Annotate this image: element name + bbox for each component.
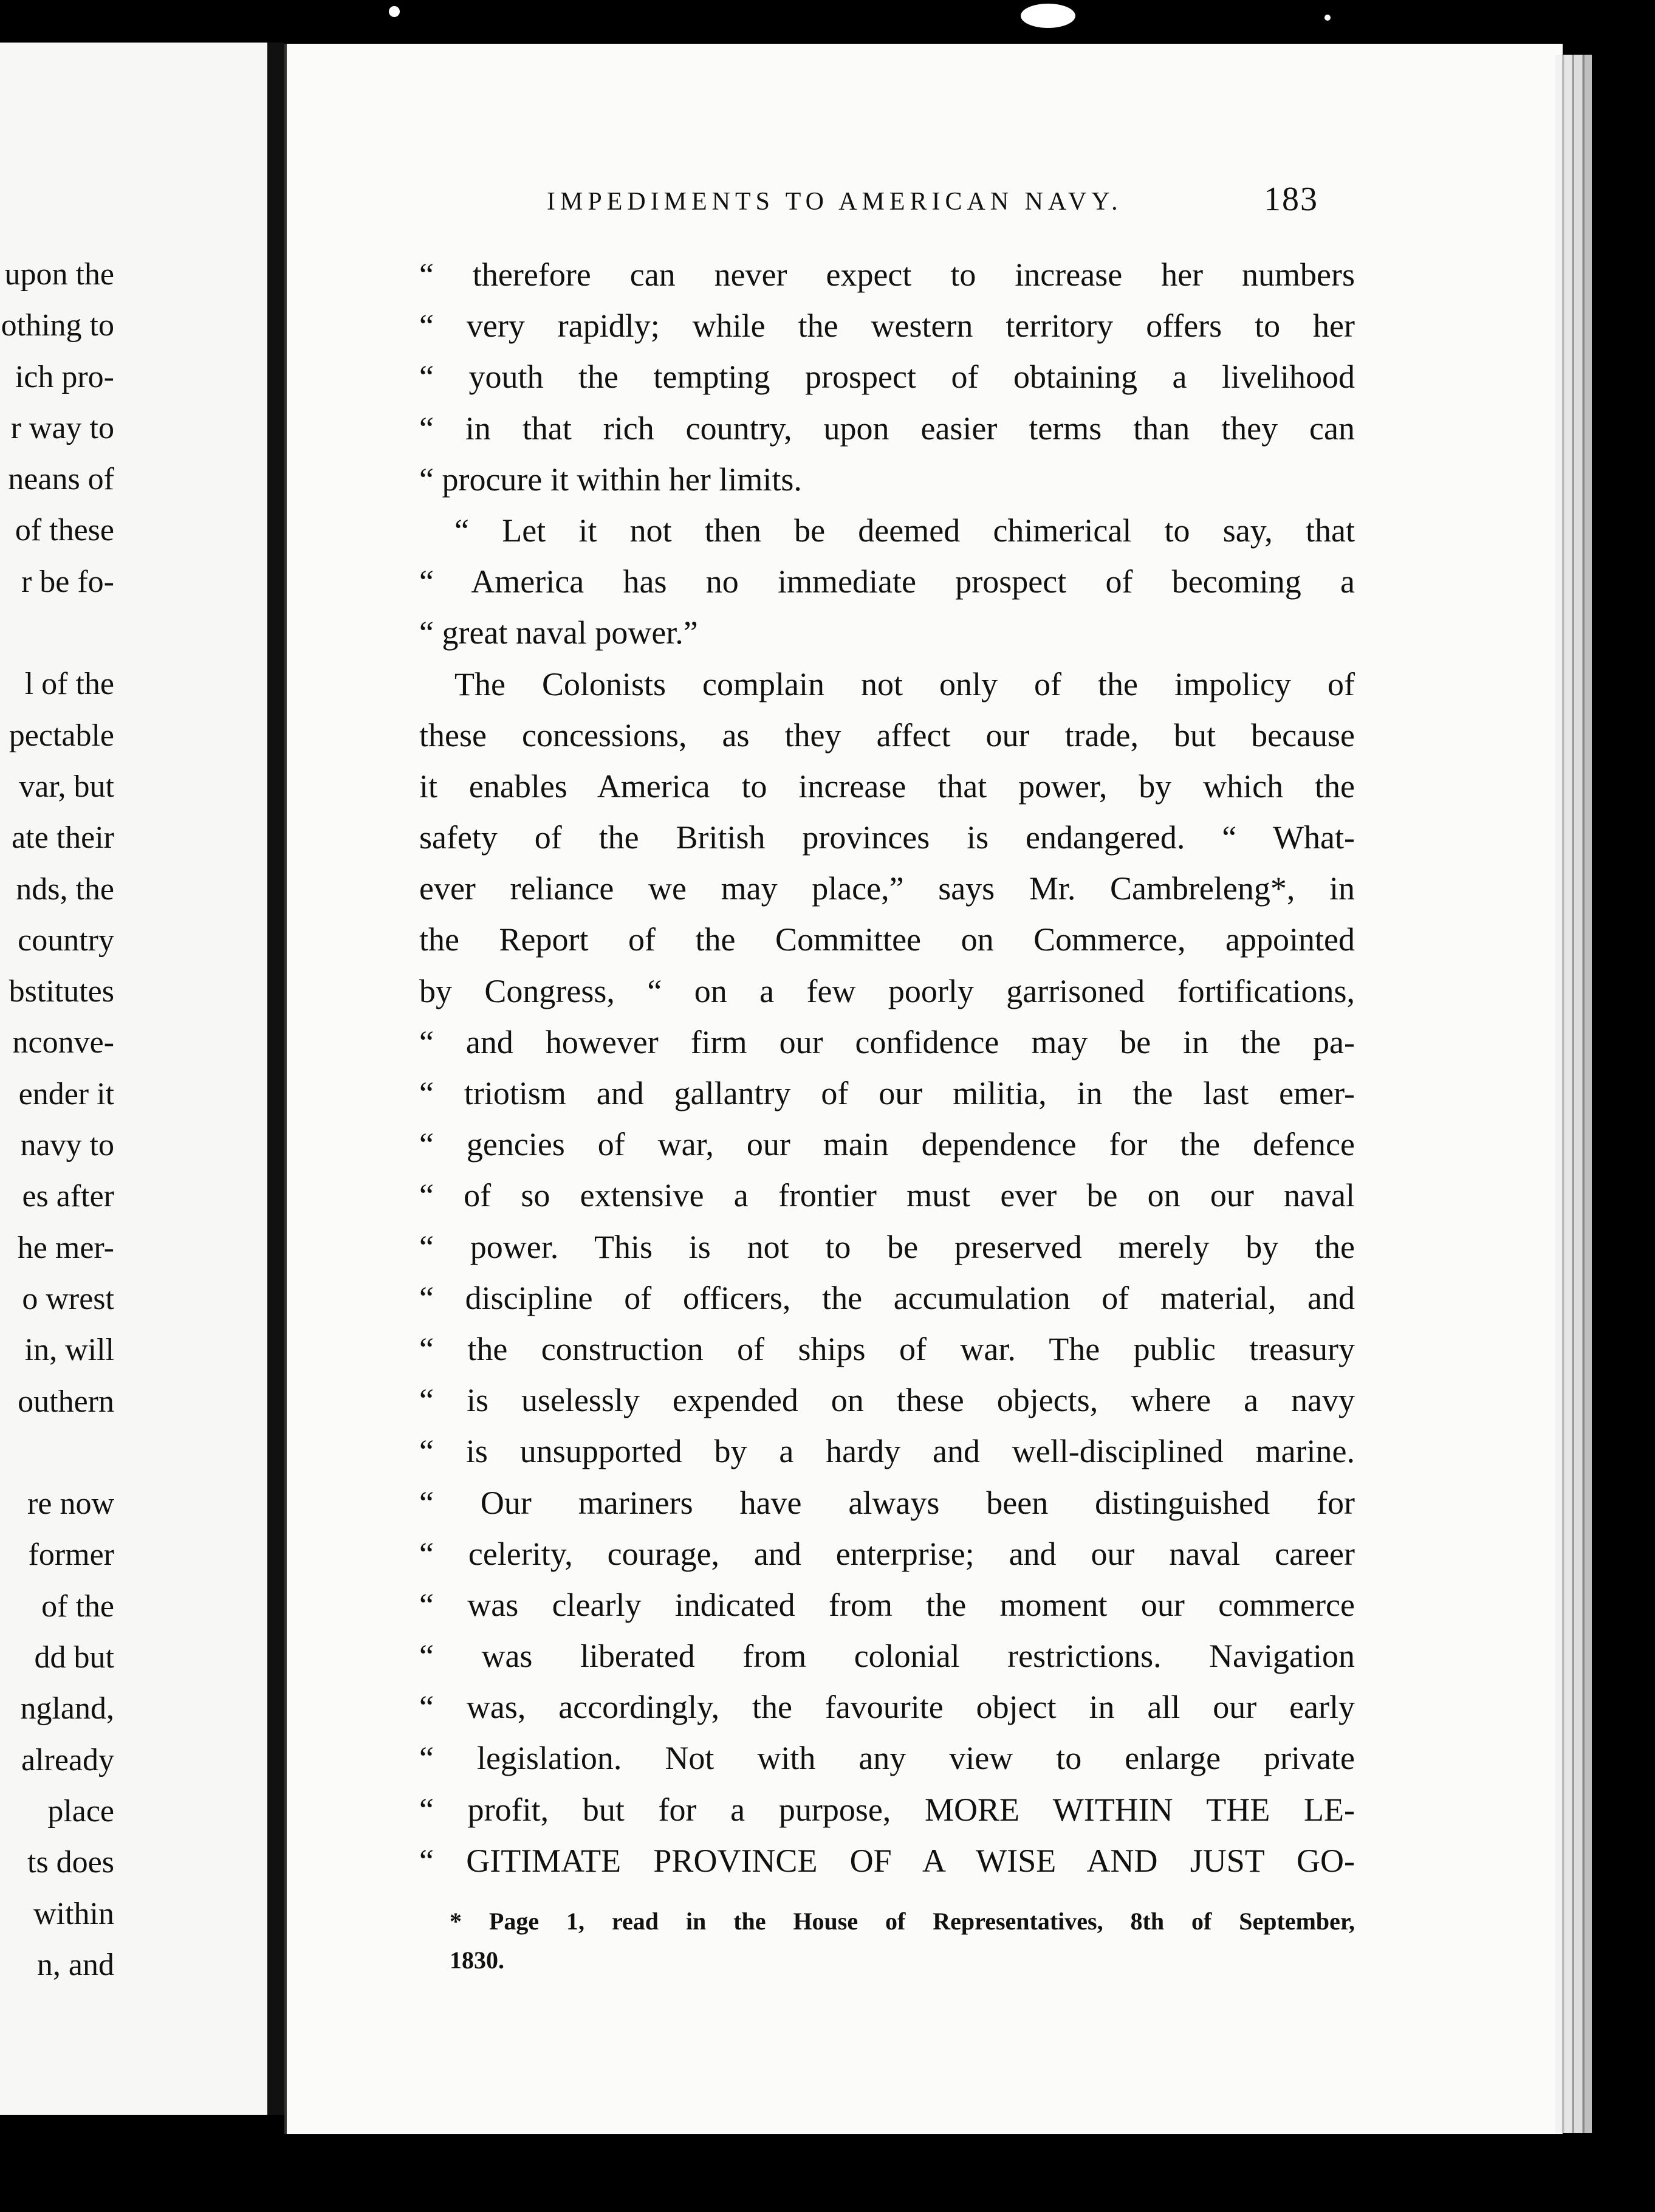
body-line: by Congress, “ on a few poorly garrisoned fortifications, xyxy=(419,972,1355,1009)
body-line: “ and however firm our confidence may be in the pa- xyxy=(419,1023,1355,1060)
body-line: “ GITIMATE PROVINCE OF A WISE AND JUST GO- xyxy=(419,1842,1355,1879)
body-line: “ was, accordingly, the favourite object in all our early xyxy=(419,1689,1355,1726)
body-line: “ legislation. Not with any view to enlarge private xyxy=(419,1740,1355,1777)
left-line: nconve- xyxy=(12,1025,114,1060)
left-line: r way to xyxy=(10,410,114,445)
body-line: “ discipline of officers, the accumulation of material, and xyxy=(419,1279,1355,1316)
left-line: country xyxy=(18,922,114,958)
body-line: safety of the British provinces is endangered. “ What- xyxy=(419,819,1355,856)
scan-artifact xyxy=(389,6,400,17)
body-line: “ in that rich country, upon easier terms than they can xyxy=(419,410,1355,447)
left-line: he mer- xyxy=(17,1230,114,1265)
body-line: “ Our mariners have always been distinguished for xyxy=(419,1484,1355,1521)
left-line: of the xyxy=(41,1589,114,1624)
left-line: re now xyxy=(27,1486,114,1522)
body-line: “ very rapidly; while the western territory offers to her xyxy=(419,307,1355,345)
body-line: “ is uselessly expended on these objects, where a navy xyxy=(419,1382,1355,1419)
left-line: var, but xyxy=(19,769,114,804)
left-line: bstitutes xyxy=(9,974,114,1009)
left-line: r be fo- xyxy=(21,564,114,599)
body-line: “ celerity, courage, and enterprise; and our naval career xyxy=(419,1535,1355,1572)
left-line-gap xyxy=(0,608,267,659)
footnote xyxy=(450,1902,1355,1980)
footnote-line: 1830. xyxy=(450,1946,504,1974)
body-line: “ profit, but for a purpose, MORE WITHIN THE LE- xyxy=(419,1791,1355,1828)
left-line: ender it xyxy=(18,1076,114,1111)
left-line: es after xyxy=(22,1179,114,1214)
body-line: “ America has no immediate prospect of becoming a xyxy=(419,563,1355,600)
footnote-line: * Page 1, read in the House of Representatives, 8th of September, xyxy=(450,1908,1355,1935)
body-line: the Report of the Committee on Commerce, appointed xyxy=(419,921,1355,958)
running-head: IMPEDIMENTS TO AMERICAN NAVY. xyxy=(547,188,1123,216)
left-line: l of the xyxy=(24,667,114,702)
body-line: “ was clearly indicated from the moment our commerce xyxy=(419,1586,1355,1623)
left-line: nds, the xyxy=(16,871,114,907)
body-line: “ Let it not then be deemed chimerical to say, that xyxy=(454,512,1355,549)
left-line: in, will xyxy=(24,1333,114,1368)
body-line: these concessions, as they affect our trade, but because xyxy=(419,716,1355,754)
body-line: “ gencies of war, our main dependence for the defence xyxy=(419,1126,1355,1163)
left-line: neans of xyxy=(8,462,114,497)
left-line: ngland, xyxy=(20,1691,114,1726)
left-line: pectable xyxy=(9,718,114,753)
page-edges xyxy=(1555,55,1592,2133)
body-line: “ is unsupported by a hardy and well-disciplined marine. xyxy=(419,1433,1355,1470)
scan-artifact xyxy=(1021,4,1075,28)
body-line: “ power. This is not to be preserved merely by the xyxy=(419,1228,1355,1265)
body-line: ever reliance we may place,” says Mr. Cambreleng*, in xyxy=(419,870,1355,907)
left-line: ate their xyxy=(12,820,114,856)
page-number: 183 xyxy=(1264,180,1318,218)
left-page-text xyxy=(0,249,267,1991)
body-line: The Colonists complain not only of the impolicy of xyxy=(454,665,1355,702)
body-line: “ triotism and gallantry of our militia, in the last emer- xyxy=(419,1075,1355,1111)
left-line: of these xyxy=(15,513,114,548)
left-line: o wrest xyxy=(22,1281,114,1316)
body-line: “ of so extensive a frontier must ever be on our naval xyxy=(419,1177,1355,1214)
left-line: outhern xyxy=(18,1384,114,1419)
left-line: ts does xyxy=(27,1845,114,1880)
body-line: “ great naval power.” xyxy=(419,614,698,651)
left-line: n, and xyxy=(36,1947,114,1982)
left-line: former xyxy=(28,1537,114,1573)
book-gutter xyxy=(267,43,284,2115)
body-line: “ procure it within her limits. xyxy=(419,461,802,498)
left-line-gap xyxy=(0,1427,267,1479)
body-line: “ youth the tempting prospect of obtaining a livelihood xyxy=(419,359,1355,396)
left-line: dd but xyxy=(34,1640,114,1675)
left-line: ich pro- xyxy=(15,359,114,394)
left-line: upon the xyxy=(4,257,114,292)
scan-artifact xyxy=(1324,15,1331,21)
body-line: “ therefore can never expect to increase her numbers xyxy=(419,256,1355,293)
body-text xyxy=(419,249,1355,1886)
left-page xyxy=(0,43,267,2115)
left-line: within xyxy=(33,1896,114,1931)
body-line: it enables America to increase that power, by which the xyxy=(419,768,1355,805)
left-line: place xyxy=(47,1793,114,1829)
left-line: navy to xyxy=(20,1128,114,1163)
left-line: already xyxy=(21,1742,114,1777)
body-line: “ the construction of ships of war. The public treasury xyxy=(419,1330,1355,1367)
body-line: “ was liberated from colonial restrictions. Navigation xyxy=(419,1638,1355,1675)
left-line: othing to xyxy=(1,308,114,343)
